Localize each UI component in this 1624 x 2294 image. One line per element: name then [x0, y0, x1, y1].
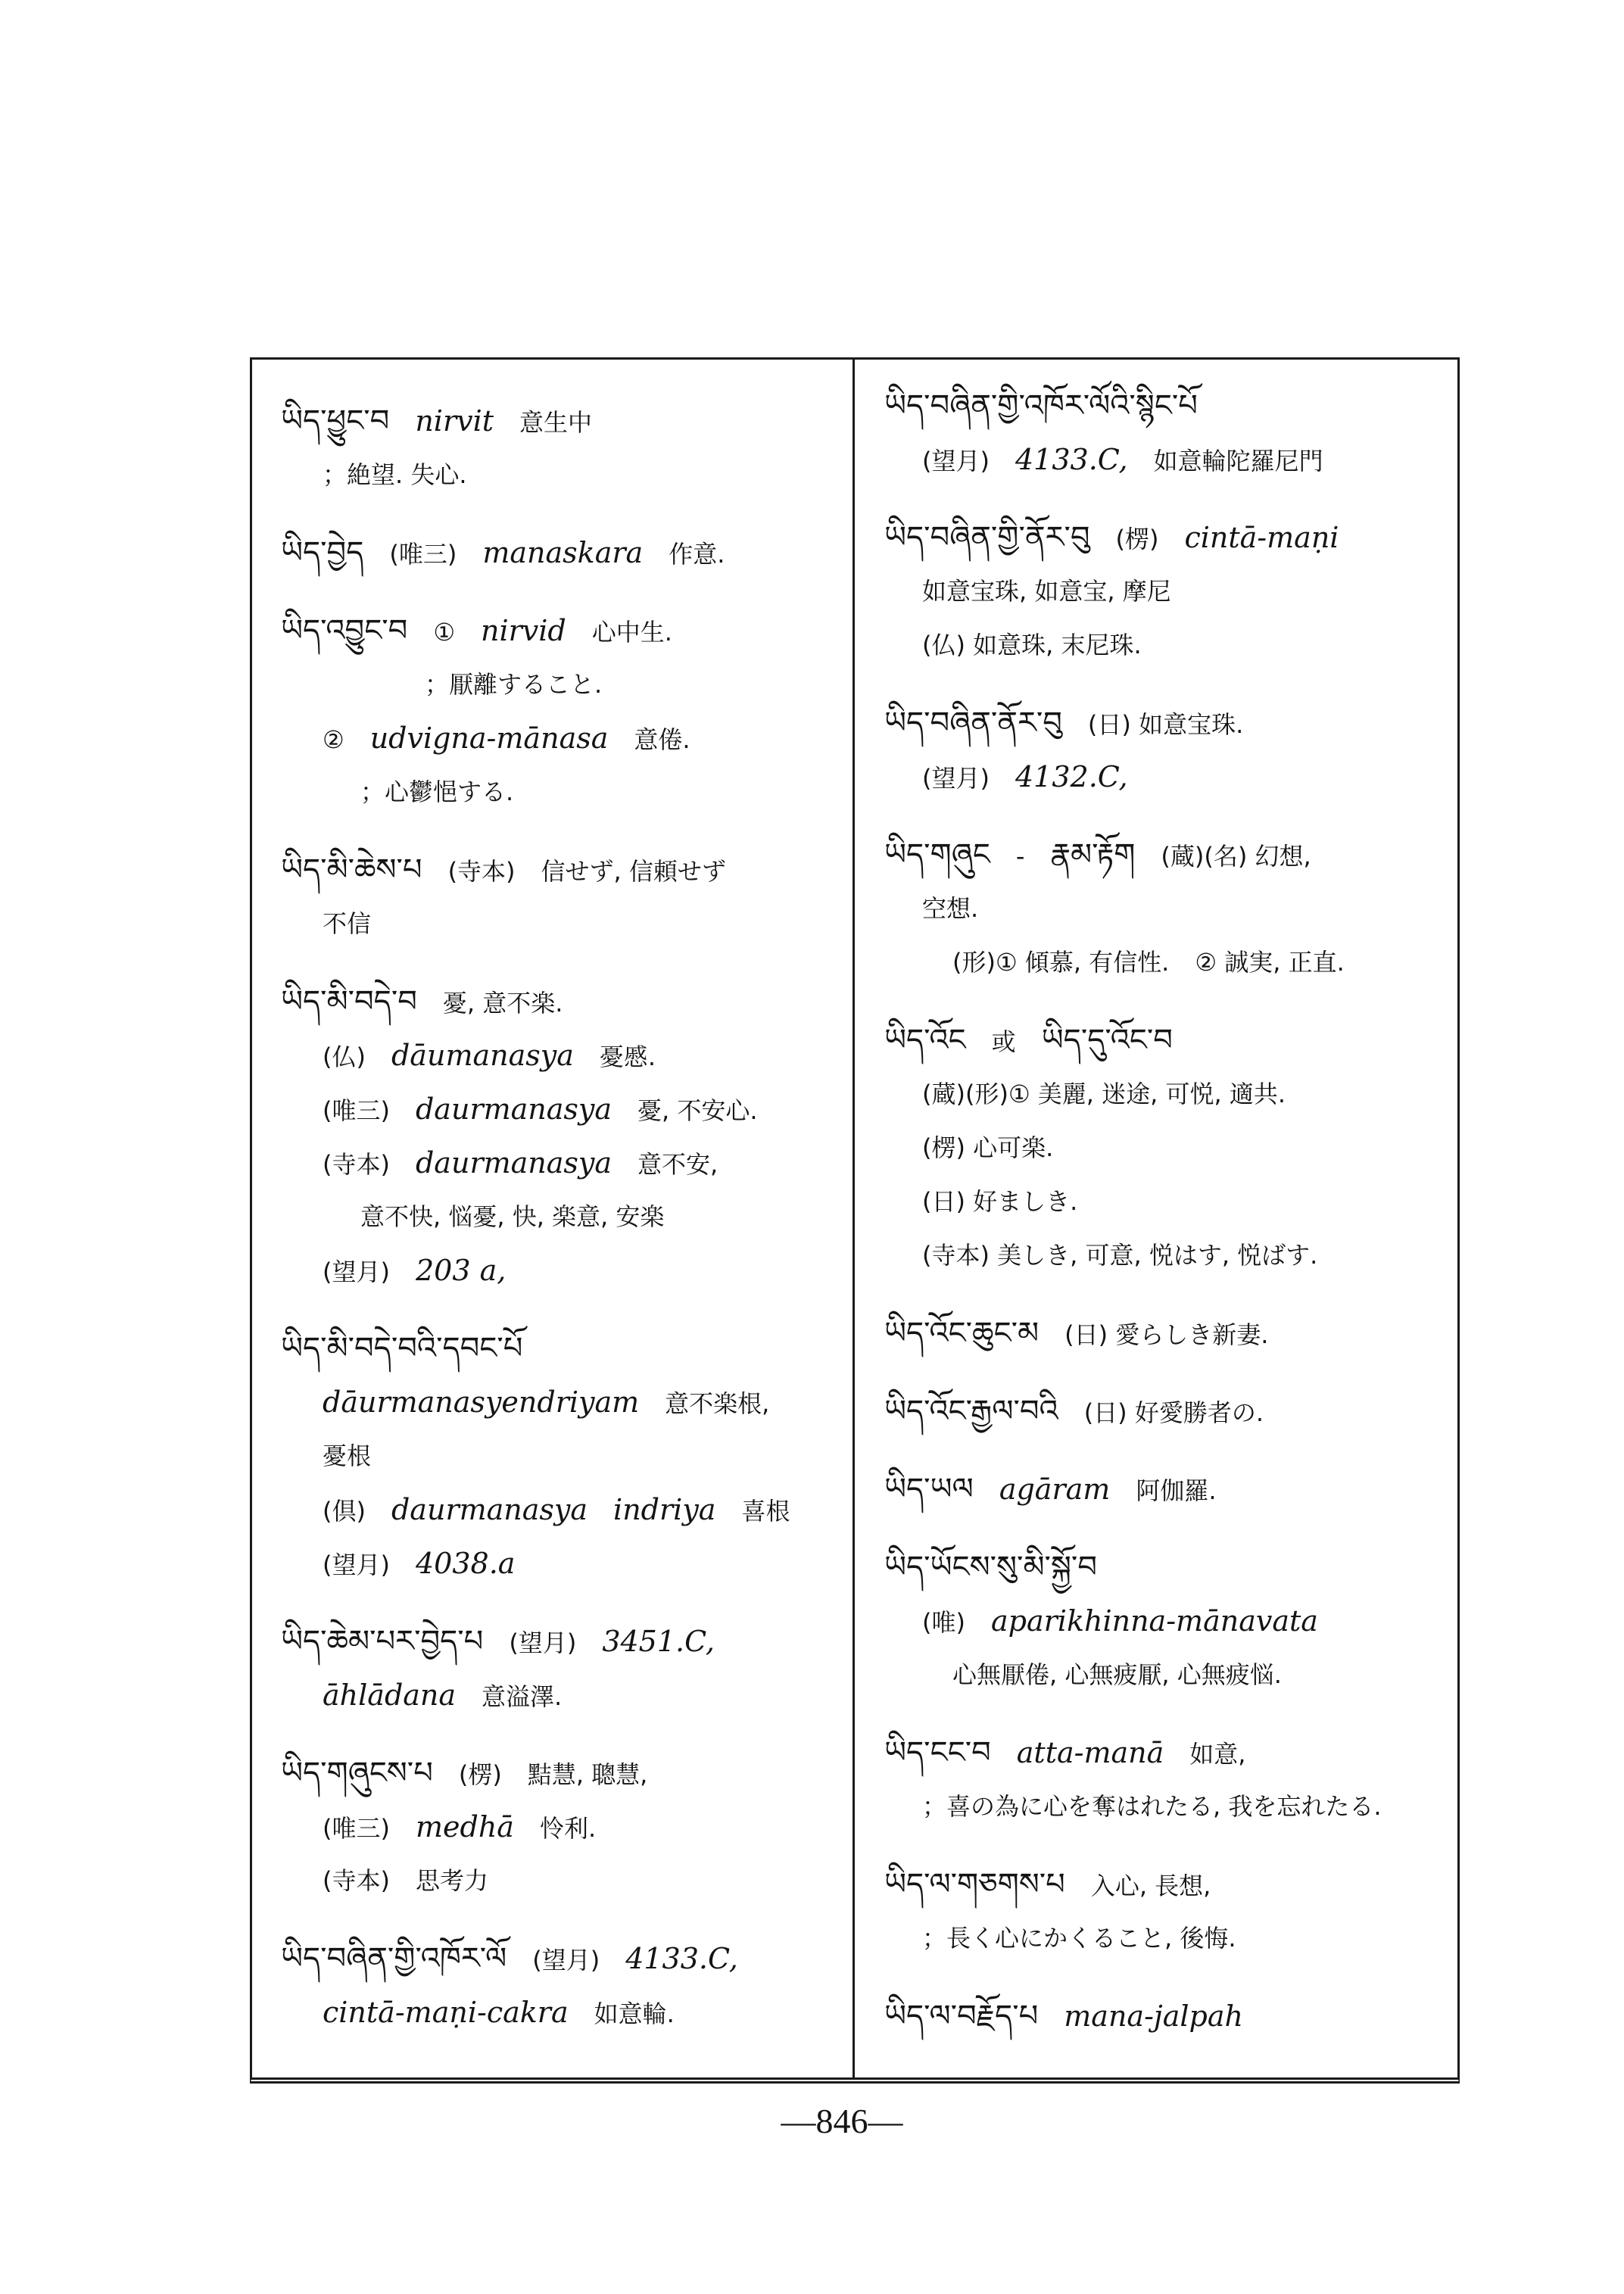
- japanese-gloss: 意不快, 悩憂, 快, 楽意, 安楽: [360, 1202, 665, 1231]
- dictionary-entry: [281, 604, 841, 819]
- dictionary-entry: [884, 1463, 1452, 1516]
- sanskrit-term: dāumanasya: [391, 1039, 574, 1072]
- entry-line: [281, 1029, 841, 1083]
- entry-line: [281, 897, 841, 951]
- entry-line: [884, 1014, 1452, 1068]
- variant-marker: 或: [991, 1027, 1016, 1056]
- tibetan-term: ཡིད་འོང་རྒྱལ་བའི: [884, 1394, 1058, 1429]
- entry-line: [281, 526, 841, 580]
- japanese-gloss: (寺本) 美しき, 可意, 悦はす, 悦ばす.: [922, 1241, 1318, 1270]
- tibetan-term: ཡིད་ངང་བ: [884, 1735, 991, 1770]
- source-ref: (楞): [1115, 525, 1159, 553]
- source-ref: (倶): [323, 1497, 366, 1526]
- entry-line: [281, 1322, 841, 1376]
- dictionary-entry: [884, 1990, 1452, 2043]
- reference-number: 4132.C,: [1015, 760, 1128, 793]
- dictionary-entry: [281, 526, 841, 580]
- entry-line: [281, 1136, 841, 1190]
- dictionary-entry: [884, 1307, 1452, 1361]
- entry-line: [281, 658, 841, 712]
- sanskrit-term: aparikhinna-mānavata: [990, 1604, 1318, 1638]
- tibetan-term: ཡིད་བཞིན་གྱི་འཁོར་ལོ: [281, 1941, 507, 1976]
- japanese-gloss: 阿伽羅.: [1136, 1476, 1217, 1505]
- tibetan-term: ཡིད་ཡལ: [884, 1472, 974, 1507]
- tibetan-term: ཡིད་མི་བདེ་བའི་དབང་པོ: [281, 1331, 523, 1366]
- entry-line: [281, 394, 841, 448]
- source-ref: (唯): [922, 1608, 965, 1637]
- sanskrit-term: indriya: [613, 1493, 716, 1526]
- entry-line: [281, 1483, 841, 1537]
- entry-line: [884, 1385, 1452, 1438]
- sanskrit-term: daurmanasya: [415, 1092, 613, 1126]
- sanskrit-term: agāram: [999, 1473, 1111, 1506]
- reference-number: 203 a,: [415, 1254, 507, 1287]
- japanese-gloss: 如意宝珠, 如意宝, 摩尼: [922, 577, 1171, 606]
- entry-line: [884, 697, 1452, 750]
- left-column: [281, 394, 841, 2071]
- tibetan-term: ཡིད་ཆེམ་པར་བྱེད་པ: [281, 1624, 484, 1659]
- entry-line: [884, 379, 1452, 433]
- entry-line: [884, 1175, 1452, 1229]
- source-ref: (唯三): [323, 1814, 390, 1843]
- entry-line: [281, 1932, 841, 1986]
- sanskrit-term: manaskara: [482, 536, 644, 569]
- tibetan-term: ཡིད་གཞུང: [884, 837, 990, 872]
- tibetan-term: ཡིད་བཞིན་གྱི་ནོར་བུ: [884, 520, 1090, 555]
- japanese-gloss: (日) 如意宝珠.: [1087, 710, 1244, 739]
- source-ref: (寺本): [323, 1866, 390, 1895]
- japanese-gloss: 憂, 不安心.: [637, 1096, 758, 1125]
- entry-line: [281, 1615, 841, 1669]
- japanese-gloss: ；喜の為に心を奪はれたる, 我を忘れたる.: [922, 1792, 1382, 1821]
- entry-line: [281, 1190, 841, 1244]
- dictionary-entry: [884, 379, 1452, 487]
- entry-line: [281, 712, 841, 765]
- japanese-gloss: 怜利.: [539, 1814, 597, 1843]
- entry-line: [884, 882, 1452, 936]
- entry-line: [884, 750, 1452, 804]
- japanese-gloss: 心無厭倦, 心無疲厭, 心無疲悩.: [952, 1660, 1282, 1689]
- sanskrit-term: dāurmanasyendriyam: [323, 1385, 640, 1419]
- japanese-gloss: (楞) 心可楽.: [922, 1133, 1054, 1162]
- dictionary-entry: [281, 843, 841, 951]
- entry-line: [884, 1990, 1452, 2043]
- sanskrit-term: nirvit: [415, 404, 494, 438]
- sanskrit-term: daurmanasya: [391, 1493, 588, 1526]
- dictionary-entry: [884, 1385, 1452, 1438]
- tibetan-term: ཡིད་ཕྱུང་བ: [281, 404, 390, 438]
- entry-line: [281, 1244, 841, 1298]
- entry-line: [884, 828, 1452, 882]
- entry-line: [884, 1541, 1452, 1594]
- entry-line: [884, 1121, 1452, 1175]
- entry-line: [281, 1083, 841, 1136]
- entry-line: [281, 843, 841, 897]
- entry-line: [884, 433, 1452, 487]
- sanskrit-term: atta-manā: [1016, 1736, 1164, 1769]
- dictionary-entry: [281, 394, 841, 502]
- source-ref: (望月): [532, 1946, 600, 1975]
- entry-line: [281, 1429, 841, 1483]
- entry-line: [281, 604, 841, 658]
- tibetan-term: ཡིད་དུ་འོང་བ: [1041, 1023, 1173, 1058]
- entry-line: [884, 1780, 1452, 1834]
- japanese-gloss: ② 誠実, 正直.: [1195, 948, 1345, 977]
- japanese-gloss: 意溢澤.: [482, 1682, 563, 1711]
- japanese-gloss: ；絶望. 失心.: [323, 460, 467, 489]
- column-divider: [853, 360, 855, 2077]
- right-column: [884, 379, 1452, 2071]
- japanese-gloss: ；長く心にかくること, 後悔.: [922, 1924, 1236, 1953]
- entry-line: [884, 1858, 1452, 1912]
- sanskrit-term: medhā: [415, 1810, 514, 1844]
- japanese-gloss: 思考力: [415, 1866, 488, 1895]
- reference-number: 4133.C,: [1015, 443, 1128, 476]
- source-ref: (望月): [509, 1629, 577, 1657]
- dictionary-entry: [281, 1615, 841, 1722]
- tibetan-term: ཡིད་ཡོངས་སུ་མི་སྐྱོ་བ: [884, 1550, 1097, 1585]
- dictionary-entry: [281, 1322, 841, 1591]
- japanese-gloss: 喜根: [741, 1497, 790, 1526]
- sense-number: ①: [433, 618, 456, 647]
- entry-line: [884, 511, 1452, 565]
- entry-line: [884, 1912, 1452, 1965]
- entry-line: [281, 1669, 841, 1722]
- reference-number: 4133.C,: [625, 1942, 738, 1975]
- tibetan-term: ཡིད་མི་བདེ་བ: [281, 984, 417, 1019]
- japanese-gloss: 如意,: [1189, 1740, 1246, 1769]
- entry-line: [884, 1594, 1452, 1648]
- japanese-gloss: 憂根: [323, 1442, 372, 1470]
- japanese-gloss: (日) 愛らしき新妻.: [1064, 1320, 1269, 1349]
- sanskrit-term: cintā-maṇi-cakra: [323, 1996, 569, 2029]
- japanese-gloss: 入心, 長想,: [1090, 1872, 1211, 1900]
- source-ref: (寺本): [447, 857, 516, 886]
- dictionary-entry: [884, 828, 1452, 990]
- entry-line: [884, 619, 1452, 672]
- entry-line: [884, 1648, 1452, 1702]
- tibetan-term: ཡིད་མི་ཆེས་པ: [281, 852, 422, 887]
- tibetan-term: ཡིད་འོང: [884, 1023, 966, 1058]
- japanese-gloss: 黠慧, 聰慧,: [527, 1760, 648, 1789]
- source-ref: (寺本): [323, 1150, 390, 1179]
- entry-line: [884, 1726, 1452, 1780]
- dictionary-entry: [884, 511, 1452, 672]
- source-ref: (望月): [922, 764, 990, 793]
- japanese-gloss: ；厭離すること.: [425, 670, 603, 699]
- entry-line: [281, 1854, 841, 1908]
- source-ref: (望月): [323, 1258, 390, 1286]
- separator-dash: -: [1015, 842, 1025, 871]
- japanese-gloss: 憂慼.: [599, 1043, 656, 1071]
- entry-line: [281, 1537, 841, 1591]
- dictionary-entry: [884, 1541, 1452, 1702]
- japanese-gloss: (仏) 如意珠, 末尼珠.: [922, 631, 1142, 659]
- japanese-gloss: 心中生.: [591, 618, 672, 647]
- source-ref: (唯三): [389, 540, 457, 569]
- entry-line: [281, 448, 841, 502]
- reference-number: 4038.a: [415, 1547, 516, 1580]
- tibetan-term: ཡིད་གཞུངས་པ: [281, 1756, 433, 1791]
- entry-line: [884, 1463, 1452, 1516]
- japanese-gloss: 信せず, 信頼せず: [541, 857, 726, 886]
- sanskrit-term: mana-jalpah: [1064, 1999, 1243, 2033]
- source-ref: (唯三): [323, 1096, 390, 1125]
- entry-line: [884, 1068, 1452, 1121]
- entry-line: [884, 565, 1452, 619]
- japanese-gloss: 如意輪.: [594, 1999, 675, 2028]
- entry-line: [281, 1800, 841, 1854]
- dictionary-entry: [884, 1858, 1452, 1965]
- japanese-gloss: ；心鬱悒する.: [360, 778, 514, 806]
- entry-line: [281, 1747, 841, 1800]
- japanese-gloss: 空想.: [922, 894, 979, 923]
- dictionary-entry: [884, 697, 1452, 804]
- tibetan-term: ཡིད་བྱེད: [281, 535, 364, 570]
- japanese-gloss: 意不安,: [637, 1150, 718, 1179]
- page-number: —846—: [781, 2102, 903, 2140]
- japanese-gloss: 意生中: [519, 408, 593, 437]
- japanese-gloss: 不信: [323, 909, 372, 938]
- dictionary-entry: [884, 1014, 1452, 1283]
- entry-line: [281, 1986, 841, 2040]
- source-ref: (仏): [323, 1043, 366, 1071]
- japanese-gloss: 意不楽根,: [665, 1389, 770, 1418]
- japanese-gloss: 憂, 意不楽.: [442, 989, 563, 1018]
- japanese-gloss: (蔵)(名) 幻想,: [1161, 842, 1311, 871]
- entry-line: [884, 936, 1452, 990]
- japanese-gloss: (形)① 傾慕, 有信性.: [952, 948, 1170, 977]
- tibetan-term: ཡིད་བཞིན་གྱི་འཁོར་ལོའི་སྙིང་པོ: [884, 388, 1198, 423]
- sanskrit-term: daurmanasya: [415, 1146, 613, 1180]
- japanese-gloss: (日) 好愛勝者の.: [1083, 1398, 1264, 1427]
- tibetan-term: ཡིད་ལ་གཅགས་པ: [884, 1867, 1065, 1902]
- dictionary-entry: [281, 1747, 841, 1908]
- japanese-gloss: 作意.: [669, 540, 725, 569]
- tibetan-term: ཡིད་ལ་བརྗོད་པ: [884, 1999, 1039, 2034]
- japanese-gloss: 意倦.: [634, 725, 690, 754]
- sense-number: ②: [323, 725, 344, 754]
- tibetan-term: ཡིད་འོང་ཆུང་མ: [884, 1316, 1040, 1351]
- japanese-gloss: (蔵)(形)① 美麗, 迷途, 可悦, 適共.: [922, 1080, 1286, 1108]
- source-ref: (望月): [323, 1551, 390, 1579]
- tibetan-term: ཡིད་འབྱུང་བ: [281, 613, 408, 648]
- entry-line: [281, 765, 841, 819]
- entry-line: [884, 1307, 1452, 1361]
- source-ref: (楞): [458, 1760, 502, 1789]
- sanskrit-term: āhlādana: [323, 1678, 457, 1712]
- japanese-gloss: 如意輪陀羅尼門: [1153, 447, 1323, 475]
- entry-line: [281, 975, 841, 1029]
- dictionary-entry: [884, 1726, 1452, 1834]
- sanskrit-term: cintā-maṇi: [1184, 521, 1339, 554]
- japanese-gloss: (日) 好ましき.: [922, 1187, 1078, 1216]
- sanskrit-term: nirvid: [481, 614, 566, 647]
- tibetan-term: རྣམ་རྟོག: [1050, 837, 1136, 872]
- entry-line: [281, 1376, 841, 1429]
- dictionary-frame: [250, 357, 1460, 2084]
- entry-line: [884, 1229, 1452, 1283]
- source-ref: (望月): [922, 447, 990, 475]
- dictionary-entry: [281, 975, 841, 1298]
- dictionary-entry: [281, 1932, 841, 2040]
- tibetan-term: ཡིད་བཞིན་ནོར་བུ: [884, 706, 1062, 740]
- reference-number: 3451.C,: [602, 1625, 715, 1658]
- sanskrit-term: udvigna-mānasa: [369, 722, 609, 755]
